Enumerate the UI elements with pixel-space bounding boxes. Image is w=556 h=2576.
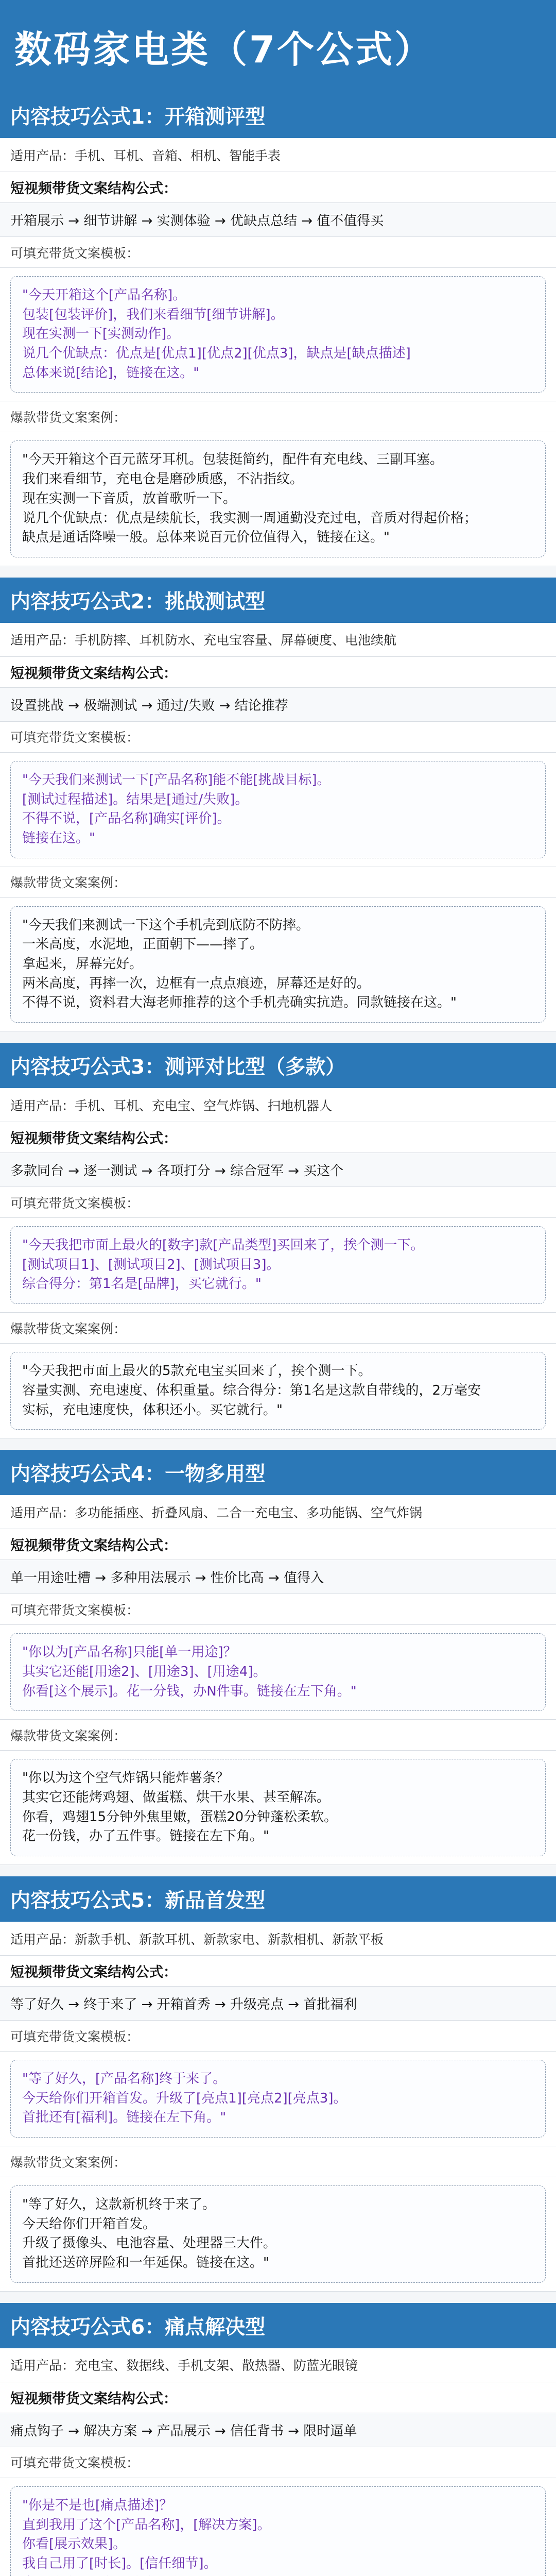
structure-flow: 开箱展示 → 细节讲解 → 实测体验 → 优缺点总结 → 值不值得买 [0, 203, 556, 237]
example-label: 爆款带货文案案例： [0, 401, 556, 432]
structure-flow: 等了好久 → 终于来了 → 开箱首秀 → 升级亮点 → 首批福利 [0, 1987, 556, 2021]
formula-section [0, 2303, 556, 2576]
example-text: "今天我把市面上最火的5款充电宝买回来了，挨个测一下。 容量实测、充电速度、体积重量。综合得分：第1名是这款自带线的，2万毫安 实标，充电速度快，体积还小。买它就行。" [10, 1352, 546, 1430]
template-block [0, 268, 556, 401]
template-label: 可填充带货文案模板： [0, 237, 556, 268]
formula-title: 内容技巧公式5：新品首发型 [0, 1876, 556, 1922]
applicable-products: 适用产品：充电宝、数据线、手机支架、散热器、防蓝光眼镜 [0, 2348, 556, 2382]
structure-flow: 痛点钩子 → 解决方案 → 产品展示 → 信任背书 → 限时逼单 [0, 2413, 556, 2447]
applicable-products: 适用产品：多功能插座、折叠风扇、二合一充电宝、多功能锅、空气炸锅 [0, 1495, 556, 1529]
example-text: "今天开箱这个百元蓝牙耳机。包装挺简约，配件有充电线、三副耳塞。 我们来看细节，充电仓是磨砂质感，不沾指纹。 现在实测一下音质，放首歌听一下。 说几个优缺点：优点是续航长，我实测一周通勤没充过电，音质对得起价格； 缺点是通话降噪一般。总体来说百元价位值得入，链接在这。" [10, 440, 546, 557]
script-structure-label: 短视频带货文案结构公式： [0, 1529, 556, 1560]
formula-title: 内容技巧公式6：痛点解决型 [0, 2303, 556, 2348]
template-text: "等了好久，[产品名称]终于来了。 今天给你们开箱首发。升级了[亮点1][亮点2][亮点3]。 首批还有[福利]。链接在左下角。" [10, 2060, 546, 2138]
applicable-products: 适用产品：手机、耳机、充电宝、空气炸锅、扫地机器人 [0, 1088, 556, 1122]
example-block [0, 2177, 556, 2292]
script-structure-label: 短视频带货文案结构公式： [0, 1956, 556, 1987]
formula-title: 内容技巧公式3：测评对比型（多款） [0, 1043, 556, 1088]
template-label: 可填充带货文案模板： [0, 2447, 556, 2478]
template-label: 可填充带货文案模板： [0, 1187, 556, 1218]
script-structure-label: 短视频带货文案结构公式： [0, 657, 556, 688]
example-text: "你以为这个空气炸锅只能炸薯条？ 其实它还能烤鸡翅、做蛋糕、烘干水果、甚至解冻。 你看，鸡翅15分钟外焦里嫩，蛋糕20分钟蓬松柔软。 花一份钱，办了五件事。链接在左下角。" [10, 1759, 546, 1856]
script-structure-label: 短视频带货文案结构公式： [0, 1122, 556, 1153]
example-block [0, 1344, 556, 1438]
structure-flow: 单一用途吐槽 → 多种用法展示 → 性价比高 → 值得入 [0, 1560, 556, 1594]
template-block [0, 1625, 556, 1720]
example-label: 爆款带货文案案例： [0, 1720, 556, 1751]
applicable-products: 适用产品：手机、耳机、音箱、相机、智能手表 [0, 138, 556, 172]
template-block [0, 2478, 556, 2576]
example-block [0, 1751, 556, 1865]
template-text: "你以为[产品名称]只能[单一用途]？ 其实它还能[用途2]、[用途3]、[用途4]。 你看[这个展示]。花一分钱，办N件事。链接在左下角。" [10, 1633, 546, 1711]
template-label: 可填充带货文案模板： [0, 1594, 556, 1625]
template-text: "你是不是也[痛点描述]？ 直到我用了这个[产品名称]，[解决方案]。 你看[展示效果]。 我自己用了[时长]。[信任细节]。 [10, 2486, 546, 2576]
applicable-products: 适用产品：新款手机、新款耳机、新款家电、新款相机、新款平板 [0, 1922, 556, 1956]
template-text: "今天开箱这个[产品名称]。 包装[包装评价]，我们来看细节[细节讲解]。 现在实测一下[实测动作]。 说几个优缺点：优点是[优点1][优点2][优点3]，缺点是[缺点描述] 总体来说[结论]，链接在这。" [10, 276, 546, 393]
template-block [0, 1218, 556, 1313]
formula-title: 内容技巧公式1：开箱测评型 [0, 93, 556, 138]
example-block [0, 432, 556, 566]
template-text: "今天我们来测试一下[产品名称]能不能[挑战目标]。 [测试过程描述]。结果是[通过/失败]。 不得不说，[产品名称]确实[评价]。 链接在这。" [10, 761, 546, 858]
formula-section [0, 1876, 556, 2292]
example-text: "今天我们来测试一下这个手机壳到底防不防摔。 一米高度，水泥地，正面朝下——摔了。 拿起来，屏幕完好。 两米高度，再摔一次，边框有一点点痕迹，屏幕还是好的。 不得不说，资料君大海老师推荐的这个手机壳确实抗造。同款链接在这。" [10, 906, 546, 1023]
example-label: 爆款带货文案案例： [0, 867, 556, 898]
formula-section [0, 1450, 556, 1865]
template-block [0, 753, 556, 867]
page-title: 数码家电类（7个公式） [0, 0, 556, 93]
template-block [0, 2052, 556, 2146]
example-label: 爆款带货文案案例： [0, 2146, 556, 2177]
formula-section [0, 93, 556, 566]
template-label: 可填充带货文案模板： [0, 722, 556, 753]
structure-flow: 设置挑战 → 极端测试 → 通过/失败 → 结论推荐 [0, 688, 556, 722]
formula-list [0, 93, 556, 2576]
example-text: "等了好久，这款新机终于来了。 今天给你们开箱首发。 升级了摄像头、电池容量、处理器三大件。 首批还送碎屏险和一年延保。链接在这。" [10, 2185, 546, 2283]
formula-title: 内容技巧公式4：一物多用型 [0, 1450, 556, 1495]
template-text: "今天我把市面上最火的[数字]款[产品类型]买回来了，挨个测一下。 [测试项目1]、[测试项目2]、[测试项目3]。 综合得分：第1名是[品牌]，买它就行。" [10, 1226, 546, 1304]
formula-title: 内容技巧公式2：挑战测试型 [0, 578, 556, 623]
example-block [0, 898, 556, 1031]
template-label: 可填充带货文案模板： [0, 2021, 556, 2052]
formula-section [0, 578, 556, 1031]
structure-flow: 多款同台 → 逐一测试 → 各项打分 → 综合冠军 → 买这个 [0, 1153, 556, 1187]
script-structure-label: 短视频带货文案结构公式： [0, 2382, 556, 2413]
script-structure-label: 短视频带货文案结构公式： [0, 172, 556, 203]
formula-section [0, 1043, 556, 1438]
example-label: 爆款带货文案案例： [0, 1313, 556, 1344]
applicable-products: 适用产品：手机防摔、耳机防水、充电宝容量、屏幕硬度、电池续航 [0, 623, 556, 657]
